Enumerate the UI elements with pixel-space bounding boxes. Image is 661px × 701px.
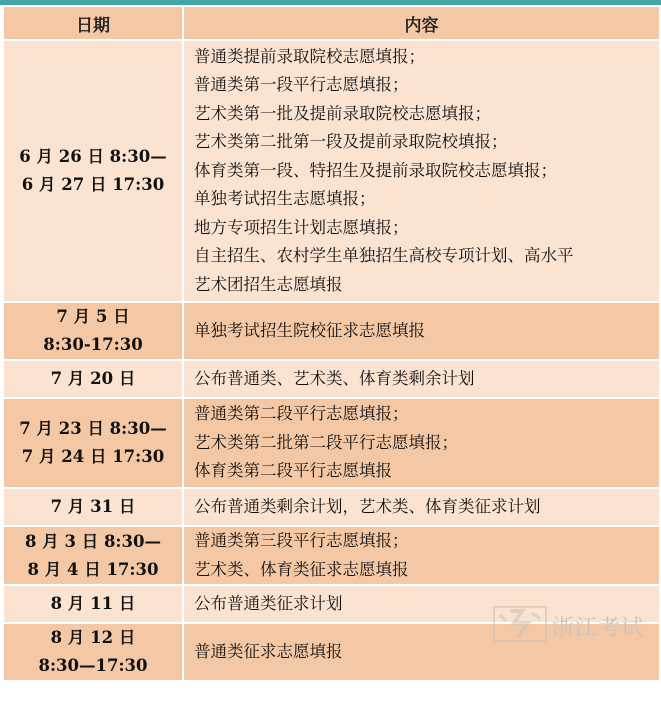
content-cell	[183, 526, 660, 585]
date-line: 8:30—17:30	[38, 656, 148, 675]
watermark	[492, 605, 657, 645]
date-line: 8:30-17:30	[43, 335, 143, 354]
date-line: 7 月 20 日	[50, 369, 136, 388]
date-cell	[3, 302, 183, 360]
content-line: 艺术类、体育类征求志愿填报	[194, 559, 409, 579]
content-line: 公布普通类、艺术类、体育类剩余计划	[194, 368, 475, 388]
date-cell	[3, 40, 183, 302]
content-cell	[183, 40, 660, 302]
content-line: 普通类第二段平行志愿填报；	[194, 404, 409, 424]
watermark-text: 浙江考试	[552, 616, 645, 641]
content-line: 艺术类第一批及提前录取院校志愿填报；	[194, 103, 491, 123]
content-line: 艺术类第二批第一段及提前录取院校填报；	[194, 132, 508, 152]
content-line: 普通类第一段平行志愿填报；	[194, 75, 409, 95]
table-row	[3, 398, 660, 488]
content-line: 艺术团招生志愿填报	[194, 274, 343, 294]
content-line: 普通类第三段平行志愿填报；	[194, 531, 409, 550]
date-cell	[3, 585, 183, 623]
content-line: 普通类提前录取院校志愿填报；	[194, 46, 425, 66]
date-line: 8 月 4 日 17:30	[27, 559, 159, 579]
header-row	[3, 6, 660, 40]
date-cell	[3, 360, 183, 398]
date-line: 6 月 26 日 8:30—	[19, 147, 167, 166]
date-line: 7 月 31 日	[50, 497, 136, 516]
date-cell	[3, 488, 183, 526]
date-line: 7 月 5 日	[56, 307, 130, 326]
date-cell	[3, 623, 183, 681]
date-line: 7 月 23 日 8:30—	[19, 419, 167, 438]
date-column-header: 日期	[3, 6, 183, 40]
content-line: 公布普通类征求计划	[194, 593, 343, 613]
content-line: 体育类第一段、特招生及提前录取院校志愿填报；	[194, 160, 557, 180]
schedule-table	[2, 5, 661, 682]
content-column-header: 内容	[183, 6, 660, 40]
content-cell	[183, 398, 660, 488]
date-line: 7 月 24 日 17:30	[21, 447, 165, 466]
content-cell	[183, 360, 660, 398]
date-line: 8 月 12 日	[50, 628, 136, 647]
date-cell	[3, 398, 183, 488]
content-line: 普通类征求志愿填报	[194, 641, 343, 661]
content-line: 单独考试招生志愿填报；	[194, 189, 376, 209]
table-row	[3, 302, 660, 360]
content-line: 公布普通类剩余计划，艺术类、体育类征求计划	[194, 496, 541, 516]
content-line: 地方专项招生计划志愿填报；	[194, 217, 409, 237]
date-line: 8 月 3 日 8:30—	[25, 531, 161, 551]
content-line: 自主招生、农村学生单独招生高校专项计划、高水平	[194, 246, 574, 266]
table-row	[3, 488, 660, 526]
table-row	[3, 40, 660, 302]
content-line: 体育类第二段平行志愿填报	[194, 461, 392, 481]
content-line: 单独考试招生院校征求志愿填报	[194, 320, 425, 340]
table-row	[3, 526, 660, 585]
date-line: 6 月 27 日 17:30	[21, 175, 165, 194]
date-cell	[3, 526, 183, 585]
table-row	[3, 360, 660, 398]
date-line: 8 月 11 日	[50, 594, 136, 613]
content-cell	[183, 302, 660, 360]
content-cell	[183, 488, 660, 526]
zjeea-logo-icon	[492, 605, 548, 643]
content-line: 艺术类第二批第二段平行志愿填报；	[194, 432, 458, 452]
